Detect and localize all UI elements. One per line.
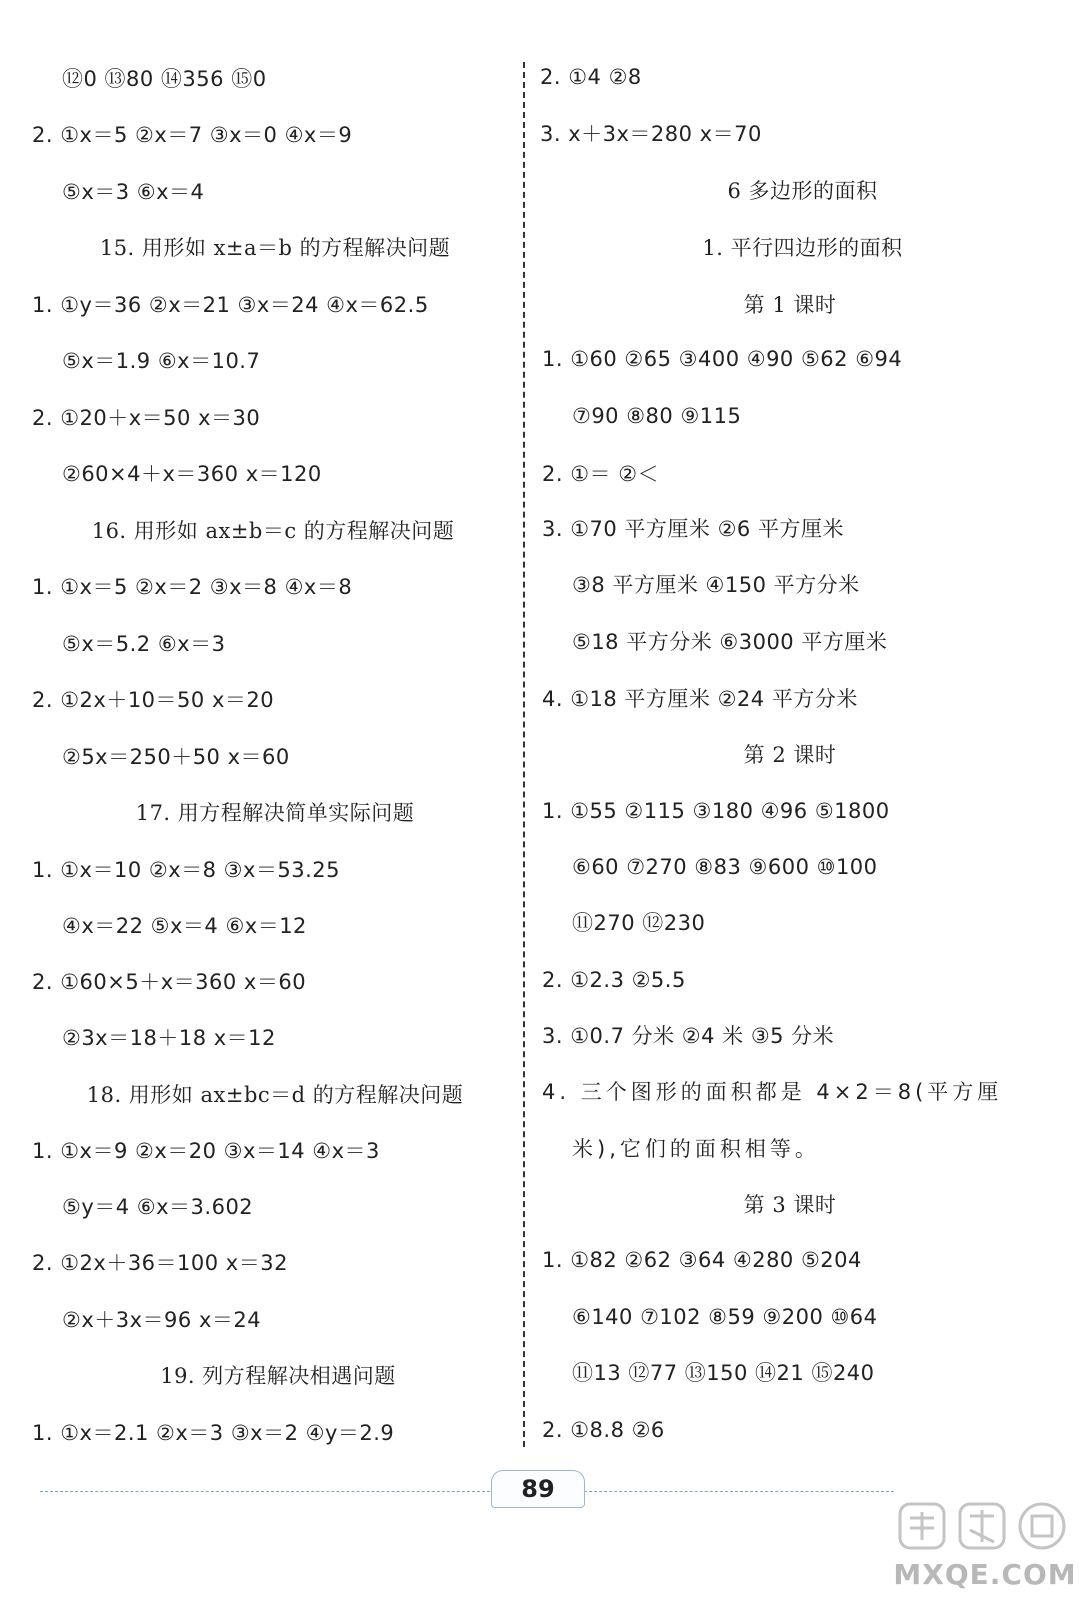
answer-line: 1. ①60 ②65 ③400 ④90 ⑤62 ⑥94 — [542, 347, 903, 371]
answer-line: ⑤x＝1.9 ⑥x＝10.7 — [62, 349, 261, 373]
footer-rule-left — [40, 1491, 490, 1492]
answer-line: ②x＋3x＝96 x＝24 — [62, 1308, 262, 1332]
page-number: 89 — [491, 1470, 585, 1508]
answer-line: 1. ①y＝36 ②x＝21 ③x＝24 ④x＝62.5 — [32, 293, 429, 317]
answer-line: ②3x＝18＋18 x＝12 — [62, 1026, 276, 1050]
watermark-text: MXQE.COM — [893, 1558, 1077, 1591]
answer-line: ⑤x＝5.2 ⑥x＝3 — [62, 632, 226, 656]
answer-line: 2. ①20＋x＝50 x＝30 — [32, 406, 261, 430]
answer-line: ②60×4＋x＝360 x＝120 — [62, 462, 322, 486]
section-heading: 16. 用形如 ax±b＝c 的方程解决问题 — [91, 519, 455, 543]
answer-line: ④x＝22 ⑤x＝4 ⑥x＝12 — [62, 914, 307, 938]
answer-line: 2. ①2x＋36＝100 x＝32 — [32, 1251, 288, 1275]
section-heading: 19. 列方程解决相遇问题 — [160, 1364, 396, 1388]
answer-line: 1. ①x＝5 ②x＝2 ③x＝8 ④x＝8 — [32, 575, 353, 599]
chapter-heading: 6 多边形的面积 — [727, 179, 878, 203]
answer-line: 4. 三个图形的面积都是 4×2＝8(平方厘 — [542, 1080, 1003, 1104]
footer-rule-right — [584, 1491, 894, 1492]
answer-line: ⑫0 ⑬80 ⑭356 ⑮0 — [62, 67, 267, 91]
watermark — [890, 1498, 1080, 1598]
watermark-logo-icon — [890, 1498, 1080, 1558]
column-divider — [523, 62, 525, 1447]
answer-line: 1. ①82 ②62 ③64 ④280 ⑤204 — [542, 1248, 862, 1272]
answer-line: 1. ①x＝9 ②x＝20 ③x＝14 ④x＝3 — [32, 1139, 380, 1163]
answer-line: ⑥60 ⑦270 ⑧83 ⑨600 ⑩100 — [572, 855, 878, 879]
answer-line: ⑪270 ⑫230 — [572, 911, 706, 935]
answer-line: 2. ①x＝5 ②x＝7 ③x＝0 ④x＝9 — [32, 123, 353, 147]
answer-line: ⑥140 ⑦102 ⑧59 ⑨200 ⑩64 — [572, 1305, 878, 1329]
lesson-heading: 第 1 课时 — [743, 293, 837, 317]
lesson-heading: 第 2 课时 — [743, 743, 837, 767]
section-heading: 15. 用形如 x±a＝b 的方程解决问题 — [99, 236, 451, 260]
section-heading: 17. 用方程解决简单实际问题 — [135, 801, 415, 825]
answer-line: ③8 平方厘米 ④150 平方分米 — [572, 573, 860, 597]
section-heading: 18. 用形如 ax±bc＝d 的方程解决问题 — [86, 1083, 464, 1107]
answer-line: 米),它们的面积相等。 — [572, 1137, 820, 1161]
answer-line: ⑤x＝3 ⑥x＝4 — [62, 180, 205, 204]
answer-line: 2. ①60×5＋x＝360 x＝60 — [32, 970, 307, 994]
answer-line: 2. ①8.8 ②6 — [542, 1418, 665, 1442]
answer-line: 2. ①4 ②8 — [540, 65, 642, 89]
answer-line: ②5x＝250＋50 x＝60 — [62, 745, 290, 769]
answer-line: 1. ①x＝2.1 ②x＝3 ③x＝2 ④y＝2.9 — [32, 1421, 395, 1445]
answer-line: 3. x＋3x＝280 x＝70 — [540, 122, 762, 146]
answer-line: ⑦90 ⑧80 ⑨115 — [572, 404, 742, 428]
answer-line: 2. ①＝ ②＜ — [542, 462, 660, 486]
answer-line: 2. ①2.3 ②5.5 — [542, 968, 686, 992]
answer-line: 4. ①18 平方厘米 ②24 平方分米 — [542, 687, 858, 711]
answer-line: 1. ①55 ②115 ③180 ④96 ⑤1800 — [542, 799, 890, 823]
lesson-heading: 第 3 课时 — [743, 1193, 837, 1217]
answer-line: ⑪13 ⑫77 ⑬150 ⑭21 ⑮240 — [572, 1361, 875, 1385]
answer-line: 1. ①x＝10 ②x＝8 ③x＝53.25 — [32, 858, 341, 882]
answer-line: 2. ①2x＋10＝50 x＝20 — [32, 688, 275, 712]
answer-line: 3. ①0.7 分米 ②4 米 ③5 分米 — [542, 1024, 835, 1048]
section-heading: 1. 平行四边形的面积 — [702, 236, 903, 260]
answer-line: 3. ①70 平方厘米 ②6 平方厘米 — [542, 517, 844, 541]
answer-line: ⑤18 平方分米 ⑥3000 平方厘米 — [572, 630, 888, 654]
answer-line: ⑤y＝4 ⑥x＝3.602 — [62, 1195, 254, 1219]
